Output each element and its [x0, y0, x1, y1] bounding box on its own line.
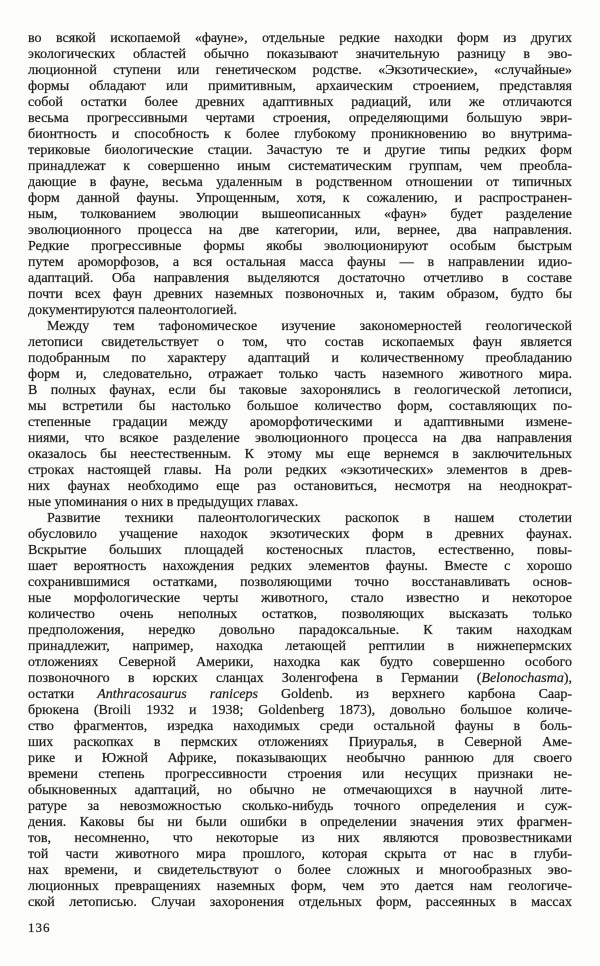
text-line [28, 383, 572, 399]
text-line [28, 511, 572, 527]
text-line [28, 223, 572, 239]
text-line [28, 879, 572, 895]
line-text: почти всех фаун древних наземных позвоночных и, таким образом, будто бы [28, 287, 572, 302]
text-line [28, 559, 572, 575]
text-line [28, 815, 572, 831]
text-line [28, 255, 572, 271]
line-text: документируются палеонтологией. [28, 303, 237, 318]
text-line [28, 431, 572, 447]
text-line [28, 527, 572, 543]
line-text: принадлежит, например, находка летающей рептилии в нижнепермских [28, 639, 572, 654]
text-line [28, 127, 572, 143]
text-line [28, 847, 572, 863]
line-text: ство фрагментов, изредка находимых среди остальной фауны в боль- [28, 719, 572, 734]
text-line [28, 143, 572, 159]
italic-taxon-text: Anthracosaurus raniceps [97, 687, 258, 702]
line-text: летописи свидетельствует о том, что состав ископаемых фаун является [28, 335, 572, 350]
text-line [28, 479, 572, 495]
line-text: нах времени, и свидетельствуют о более сложных и многообразных эво- [28, 863, 572, 878]
text-line [28, 207, 572, 223]
line-text: шает вероятность нахождения редких элементов фауны. Вместе с хорошо [28, 559, 572, 574]
line-text: мы встретили бы настолько большое количество форм, составляющих по- [28, 399, 572, 414]
page-number: 136 [28, 920, 51, 935]
text-line [28, 415, 572, 431]
text-line [28, 447, 572, 463]
line-text: предположения, нередко довольно парадоксальные. К таким находкам [28, 623, 572, 638]
text-line [28, 191, 572, 207]
text-line [28, 367, 572, 383]
text-line [28, 399, 572, 415]
text-line [28, 687, 572, 703]
line-text: количество очень неполных остатков, позволяющих высказать только [28, 607, 572, 622]
line-text: эволюционного процесса на две категории, или, вернее, два направления. [28, 223, 572, 238]
line-text: той части животного мира прошлого, которая скрыта от нас в глуби- [28, 847, 572, 862]
text-line [28, 703, 572, 719]
line-text: ), [563, 671, 572, 686]
line-text: обусловило учащение находок экзотических форм в древних фаунах. [28, 527, 572, 542]
line-text: териковые биологические стации. Зачастую те и другие типы редких форм [28, 143, 572, 158]
line-text: рике и Южной Африке, показывающих необычно раннюю для своего [28, 751, 572, 766]
line-text: оказалось бы неестественным. К этому мы еще вернемся в заключительных [28, 447, 572, 462]
line-text: собой остатки более древних адаптивных радиаций, или же отличаются [28, 95, 572, 110]
line-text: ные упоминания о них в предыдущих главах. [28, 495, 299, 510]
text-line [28, 655, 572, 671]
line-text: ниями, что всякое разделение эволюционного процесса на два направления [28, 431, 572, 446]
text-line [28, 495, 572, 511]
line-text: степенные градации между ароморфотическими и адаптивными измене- [28, 415, 572, 430]
line-text: форм и, следовательно, отражает только часть наземного животного мира. [28, 367, 572, 382]
line-text: брюкена (Broili 1932 и 1938; Goldenberg 1873), довольно большое количе- [28, 703, 572, 718]
line-text: Goldenb. из верхнего карбона Саар- [257, 687, 572, 702]
line-text: люционной ступени или генетическом родстве. «Экзотические», «случайные» [28, 63, 572, 78]
line-text: времени степень прогрессивности строения или несущих признаки не- [28, 767, 572, 782]
text-line [28, 591, 572, 607]
line-text: во всякой ископаемой «фауне», отдельные редкие находки форм из других [28, 31, 572, 46]
text-line [28, 303, 572, 319]
line-text: обыкновенных адаптаций, но обычно не отмечающихся в научной лите- [28, 783, 572, 798]
line-text: Вскрытие больших площадей костеносных пластов, естественно, повы- [28, 543, 572, 558]
text-line [28, 863, 572, 879]
line-text: принадлежат к совершенно иным систематическим группам, чем преобла- [28, 159, 572, 174]
line-text: бионтность и способность к более глубокому проникновению во внутрима- [28, 127, 572, 142]
text-line [28, 799, 572, 815]
text-line [28, 895, 572, 911]
line-text: подобранным по характеру адаптаций и количественному преобладанию [28, 351, 572, 366]
line-text: ших раскопках в пермских отложениях Приуралья, в Северной Аме- [28, 735, 572, 750]
text-line [28, 287, 572, 303]
text-line [28, 575, 572, 591]
line-text: дения. Каковы бы ни были ошибки в определении значения этих фрагмен- [28, 815, 572, 830]
text-line [28, 735, 572, 751]
text-block [28, 31, 572, 911]
text-line [28, 751, 572, 767]
text-line [28, 831, 572, 847]
text-line [28, 79, 572, 95]
line-text: весьма прогрессивными чертами строения, определяющими большую эври- [28, 111, 572, 126]
text-line [28, 239, 572, 255]
line-text: форм данной фауны. Упрощенным, хотя, к сожалению, и распространен- [28, 191, 572, 206]
line-text: ным, толкованием эволюции вышеописанных «фаун» будет разделение [28, 207, 572, 222]
line-text: тов, несомненно, что некоторые из них являются провозвестниками [28, 831, 572, 846]
text-line [28, 159, 572, 175]
line-text: люционных превращениях наземных форм, чем это дается нам геологиче- [28, 879, 572, 894]
line-text: дающие в фауне, весьма удаленным в родственном отношении от типичных [28, 175, 572, 190]
text-line [28, 351, 572, 367]
line-text: сохранившимися остатками, позволяющими точно восстанавливать основ- [28, 575, 572, 590]
line-text: строках настоящей главы. На роли редких «экзотических» элементов в древ- [28, 463, 572, 478]
italic-taxon-text: Belonochasma [481, 671, 564, 686]
line-text: формы обладают или примитивным, архаическим строением, представляя [28, 79, 572, 94]
text-line [28, 463, 572, 479]
line-text: отложениях Северной Америки, находка как будто совершенно особого [28, 655, 572, 670]
text-line [28, 319, 572, 335]
line-text: остатки [28, 687, 98, 702]
text-line [28, 671, 572, 687]
text-line [28, 111, 572, 127]
text-line [28, 63, 572, 79]
text-line [28, 335, 572, 351]
line-text: адаптаций. Оба направления выделяются достаточно отчетливо в составе [28, 271, 572, 286]
line-text: В полных фаунах, если бы таковые захоронялись в геологической летописи, [28, 383, 572, 398]
line-text: ные морфологические черты животного, стало известно и некоторое [28, 591, 572, 606]
line-text: Редкие прогрессивные формы якобы эволюционируют особым быстрым [28, 239, 572, 254]
text-line [28, 175, 572, 191]
text-line [28, 47, 572, 63]
line-text: путем ароморфозов, а вся остальная масса фауны — в направлении идио- [28, 255, 572, 270]
text-line [28, 31, 572, 47]
text-line [28, 95, 572, 111]
text-line [28, 639, 572, 655]
text-line [28, 767, 572, 783]
line-text: экологических областей обычно показывают значительную разницу в эво- [28, 47, 572, 62]
line-text: Развитие техники палеонтологических раскопок в нашем столетии [47, 511, 572, 526]
text-line [28, 623, 572, 639]
text-line [28, 543, 572, 559]
text-line [28, 719, 572, 735]
line-text: позвоночного в юрских сланцах Золенгофена в Германии ( [28, 671, 482, 686]
text-line [28, 607, 572, 623]
line-text: Между тем тафономическое изучение закономерностей геологической [47, 319, 572, 334]
line-text: ратуре за невозможностью сколько-нибудь точного определения и суж- [28, 799, 572, 814]
line-text: ской летописью. Случаи захоронения отдельных форм, рассеянных в массах [28, 895, 572, 910]
text-line [28, 783, 572, 799]
line-text: них фаунах необходимо еще раз остановиться, несмотря на неоднократ- [28, 479, 572, 494]
text-line [28, 271, 572, 287]
